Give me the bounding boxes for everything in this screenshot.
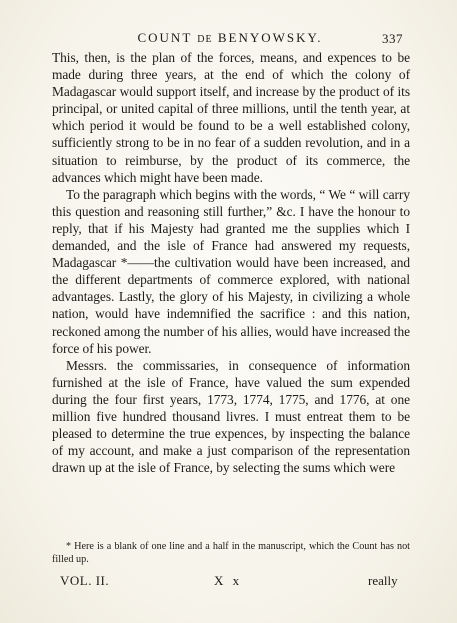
paragraph-3: Messrs. the commissaries, in consequence of information furnished at the isle of France, have valued the sum expended during the four first years, 1773, 1774, 1775, and 1776, at one million five hundred thousand livres. I must entreat them to be pleased to determine the true expences, by inspecting the balance of my account, and make a just comparison of the representation drawn up at the isle of France, by selecting the sums which were	[52, 357, 410, 476]
body-text	[52, 49, 410, 476]
paragraph-1: This, then, is the plan of the forces, means, and expences to be made during three years, at the end of which the colony of Madagascar would support itself, and increase by the product of its principal, or united capital of three millions, until the tenth year, at which period it would be found to be a well established colony, sufficiently strong to be in no fear of a sudden revolution, and in a situation to reimburse, by the product of its commerce, the advances which might have been made.	[52, 50, 410, 185]
signature-mark: X x	[214, 573, 243, 588]
running-head-benyowsky: BENYOWSKY.	[217, 30, 323, 45]
page-number: 337	[382, 31, 403, 46]
running-head-de: DE	[197, 34, 213, 45]
volume-label: VOL. II.	[60, 573, 110, 588]
running-head	[90, 30, 370, 46]
catchword: really	[368, 573, 398, 588]
paragraph-2: To the paragraph which begins with the words, “ We “ will carry this question and reasoning still further,” &c. I have the honour to reply, that if his Majesty had granted me the supplies which I demanded, and the isle of France had answered my requests, Madagascar *——the cultivation would have been increased, and the different departments of commerce explored, with national advantages. Lastly, the glory of his Majesty, in civilizing a whole nation, would have indemnified the sacrifice : and this nation, reckoned among the number of his allies, would have increased the force of his power.	[52, 186, 410, 356]
running-head-count: COUNT	[137, 30, 193, 45]
footnote: * Here is a blank of one line and a half in the manuscript, which the Count has not filled up.	[52, 541, 410, 565]
